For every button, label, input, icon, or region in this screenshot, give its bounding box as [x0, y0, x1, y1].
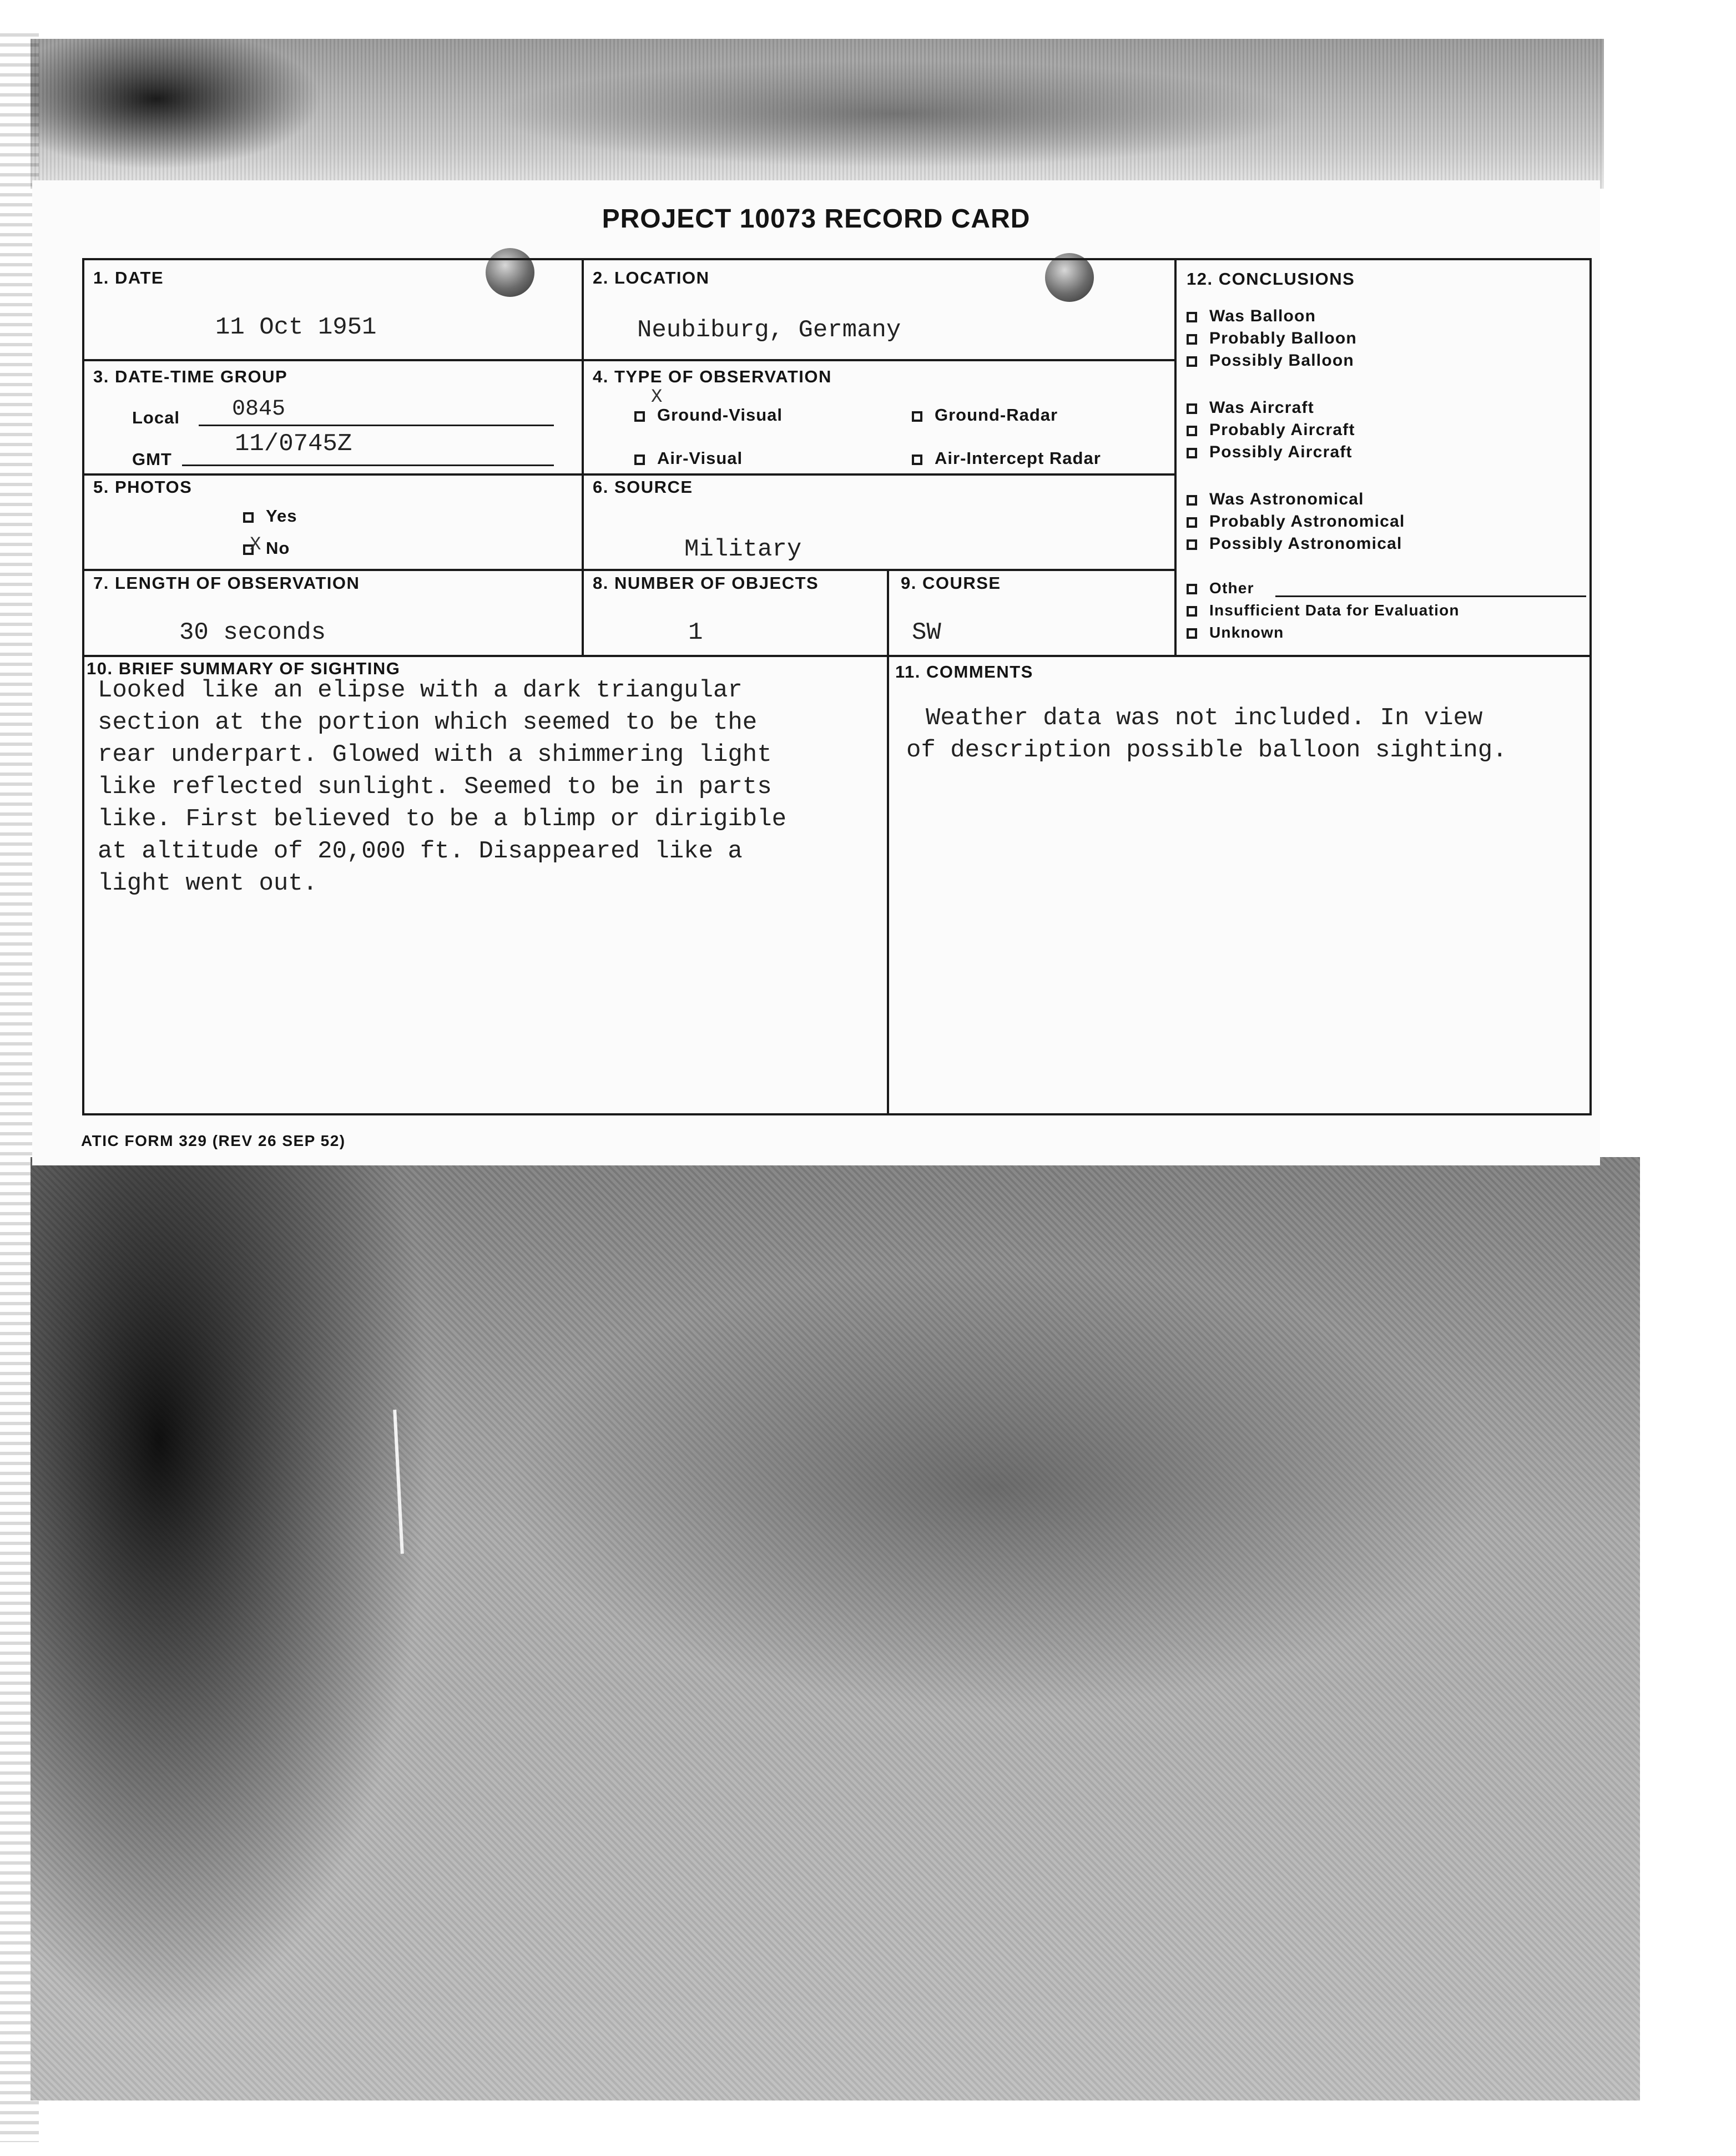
checkbox-unknown[interactable]	[1187, 628, 1197, 639]
checkbox-probably-astronomical[interactable]	[1187, 517, 1197, 528]
conclusion-probably-astronomical[interactable]: Probably Astronomical	[1187, 511, 1405, 533]
check-photos-no: X	[250, 534, 261, 556]
gmt-label: GMT	[132, 450, 172, 469]
comments-line: of description possible balloon sighting.	[906, 736, 1507, 764]
comments-label: 11. COMMENTS	[895, 662, 1033, 681]
checkbox-other[interactable]	[1187, 584, 1197, 594]
conclusion-insufficient-data[interactable]: Insufficient Data for Evaluation	[1187, 599, 1460, 622]
conclusions-group-balloon	[1187, 305, 1357, 372]
card-title: PROJECT 10073 RECORD CARD	[602, 204, 1031, 234]
local-label: Local	[132, 408, 180, 427]
location-value: Neubiburg, Germany	[637, 316, 901, 344]
checkbox-probably-balloon[interactable]	[1187, 334, 1197, 345]
divider-h-row4	[82, 655, 1592, 657]
conclusion-probably-aircraft[interactable]: Probably Aircraft	[1187, 419, 1355, 441]
option-air-visual[interactable]: Air-Visual	[634, 448, 743, 468]
conclusion-probably-balloon[interactable]: Probably Balloon	[1187, 327, 1357, 350]
gmt-value: 11/0745Z	[235, 430, 352, 458]
conclusions-group-aircraft	[1187, 397, 1355, 463]
course-label: 9. COURSE	[901, 573, 1001, 593]
record-card	[32, 180, 1600, 1165]
option-photos-yes[interactable]: Yes	[243, 506, 297, 526]
length-value: 30 seconds	[179, 619, 326, 647]
option-ground-visual[interactable]: Ground-Visual	[634, 405, 783, 425]
conclusion-was-balloon[interactable]: Was Balloon	[1187, 305, 1357, 327]
form-footer: ATIC FORM 329 (REV 26 SEP 52)	[81, 1132, 346, 1149]
summary-text	[98, 674, 908, 900]
scan-background-top	[31, 39, 1604, 189]
option-air-intercept-radar[interactable]: Air-Intercept Radar	[912, 448, 1101, 468]
date-time-group-label: 3. DATE-TIME GROUP	[93, 367, 288, 386]
course-value: SW	[912, 619, 941, 647]
source-label: 6. SOURCE	[593, 477, 693, 497]
conclusion-possibly-astronomical[interactable]: Possibly Astronomical	[1187, 533, 1405, 555]
objects-value: 1	[688, 619, 703, 647]
objects-label: 8. NUMBER OF OBJECTS	[593, 573, 819, 593]
summary-line: at altitude of 20,000 ft. Disappeared like a	[98, 837, 743, 865]
check-ground-visual: X	[651, 387, 663, 408]
comments-line: Weather data was not included. In view	[926, 704, 1483, 732]
checkbox-possibly-balloon[interactable]	[1187, 356, 1197, 367]
checkbox-air-intercept-radar[interactable]	[912, 455, 922, 465]
summary-line: Looked like an elipse with a dark triangular	[98, 676, 743, 704]
length-label: 7. LENGTH OF OBSERVATION	[93, 573, 360, 593]
checkbox-possibly-astronomical[interactable]	[1187, 539, 1197, 550]
summary-label: 10. BRIEF SUMMARY OF SIGHTING	[87, 659, 401, 678]
date-label: 1. DATE	[93, 268, 164, 287]
conclusions-label: 12. CONCLUSIONS	[1187, 269, 1355, 289]
conclusion-was-astronomical[interactable]: Was Astronomical	[1187, 488, 1405, 511]
checkbox-was-balloon[interactable]	[1187, 312, 1197, 322]
checkbox-ground-visual[interactable]	[634, 411, 645, 422]
checkbox-ground-radar[interactable]	[912, 411, 922, 422]
summary-line: section at the portion which seemed to be the	[98, 709, 758, 736]
summary-line: light went out.	[98, 870, 318, 897]
location-label: 2. LOCATION	[593, 268, 710, 287]
other-underline	[1275, 595, 1586, 597]
date-value: 11 Oct 1951	[215, 314, 377, 341]
checkbox-possibly-aircraft[interactable]	[1187, 448, 1197, 458]
source-value: Military	[684, 536, 802, 563]
summary-line: rear underpart. Glowed with a shimmering light	[98, 741, 772, 769]
local-value: 0845	[232, 397, 286, 422]
checkbox-insufficient-data[interactable]	[1187, 606, 1197, 617]
local-underline	[199, 425, 554, 426]
conclusions-group-other	[1187, 577, 1460, 644]
divider-h-row2	[82, 473, 1175, 476]
conclusion-possibly-balloon[interactable]: Possibly Balloon	[1187, 350, 1357, 372]
checkbox-probably-aircraft[interactable]	[1187, 426, 1197, 436]
divider-h-row3	[82, 569, 1175, 571]
option-ground-radar[interactable]: Ground-Radar	[912, 405, 1058, 425]
checkbox-photos-yes[interactable]	[243, 512, 254, 523]
checkbox-was-astronomical[interactable]	[1187, 495, 1197, 506]
observation-type-label: 4. TYPE OF OBSERVATION	[593, 367, 832, 386]
summary-line: like reflected sunlight. Seemed to be in parts	[98, 773, 772, 801]
scan-background-bottom	[31, 1157, 1640, 2101]
checkbox-air-visual[interactable]	[634, 455, 645, 465]
conclusion-was-aircraft[interactable]: Was Aircraft	[1187, 397, 1355, 419]
conclusions-group-astronomical	[1187, 488, 1405, 555]
gmt-underline	[182, 464, 554, 466]
photos-label: 5. PHOTOS	[93, 477, 193, 497]
conclusion-other[interactable]: Other	[1187, 577, 1460, 599]
divider-v-col2	[1174, 258, 1177, 655]
conclusion-unknown[interactable]: Unknown	[1187, 622, 1460, 644]
conclusion-possibly-aircraft[interactable]: Possibly Aircraft	[1187, 441, 1355, 463]
divider-v-col1	[582, 258, 584, 655]
divider-h-row1	[82, 359, 1175, 361]
checkbox-was-aircraft[interactable]	[1187, 403, 1197, 414]
option-photos-no[interactable]: No	[243, 538, 290, 558]
summary-line: like. First believed to be a blimp or dirigible	[98, 805, 787, 833]
comments-text	[906, 702, 1592, 766]
divider-v-9	[887, 569, 889, 655]
